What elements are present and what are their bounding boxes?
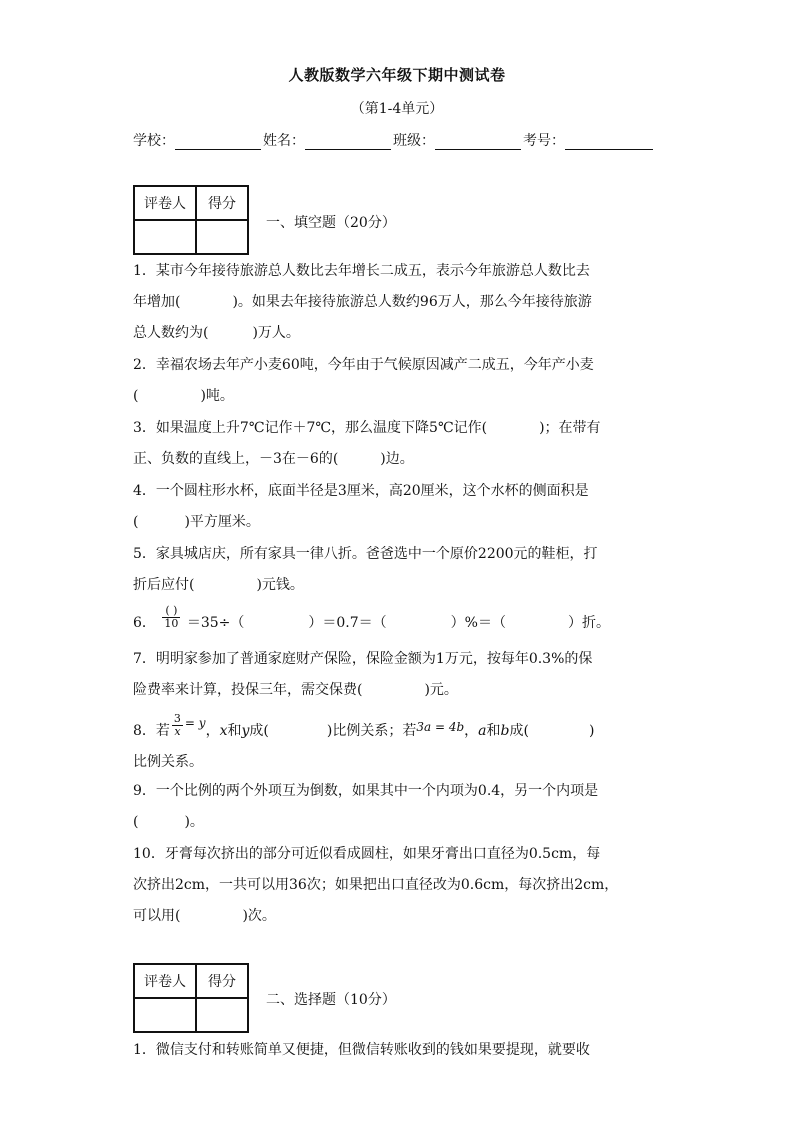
grader-cell[interactable]	[134, 220, 196, 254]
exam-subtitle: （第1-4单元）	[350, 101, 444, 117]
question-8	[133, 711, 668, 778]
fraction-denominator: x	[174, 724, 181, 738]
question-text: 可以用(	[133, 908, 181, 924]
question-text: 1．微信支付和转账简单又便捷，但微信转账收到的钱如果要提现，就要收	[133, 1042, 590, 1058]
school-field[interactable]	[175, 135, 261, 150]
question-text: 险费率来计算，投保三年，需交保费(	[133, 682, 363, 698]
grader-header: 评卷人	[134, 186, 196, 220]
question-text: (	[133, 514, 139, 530]
question-text: 2．幸福农场去年产小麦60吨，今年由于气候原因减产二成五，今年产小麦	[133, 357, 594, 373]
score-header: 得分	[196, 186, 248, 220]
question-text: 折后应付(	[133, 577, 195, 593]
grader-header: 评卷人	[134, 964, 196, 998]
question-6	[133, 603, 668, 639]
question-text: 5．家具城店庆，所有家具一律八折。爸爸选中一个原价2200元的鞋柜，打	[133, 546, 598, 562]
question-7	[133, 644, 668, 706]
class-label: 班级：	[393, 133, 435, 149]
question-text: ）折。	[567, 615, 610, 631]
question-text: ＝35÷（	[186, 615, 245, 631]
question-text: )次。	[242, 908, 276, 924]
question-text: 8．若	[133, 723, 170, 739]
question-2	[133, 350, 668, 412]
question-text: 7．明明家参加了普通家庭财产保险，保险金额为1万元，按每年0.3%的保	[133, 651, 593, 667]
question-text: )平方厘米。	[184, 514, 260, 530]
fraction-denominator: 10	[164, 616, 179, 630]
question-text: )。如果去年接待旅游总人数约96万人，那么今年接待旅游	[232, 294, 592, 310]
question-text: 4．一个圆柱形水杯，底面半径是3厘米，高20厘米，这个水杯的侧面积是	[133, 483, 589, 499]
student-info-row	[133, 128, 663, 150]
name-label: 姓名：	[263, 133, 305, 149]
question-text: 和	[227, 723, 242, 739]
fraction-numerator-blank[interactable]: ( )	[165, 603, 178, 617]
question-text: (	[133, 814, 139, 830]
score-table-2	[133, 963, 249, 1033]
question-text: 次挤出2cm，一共可以用36次；如果把出口直径改为0.6cm，每次挤出2cm，	[133, 877, 619, 893]
question-text: ，	[205, 723, 220, 739]
question-text: )；在带有	[539, 420, 601, 436]
exam-number-label: 考号：	[523, 133, 565, 149]
school-label: 学校：	[133, 133, 175, 149]
variable: x	[219, 723, 228, 739]
question-3	[133, 413, 668, 475]
question-text: )元。	[424, 682, 458, 698]
question-text: )比例关系；若	[326, 723, 417, 739]
question-text: )边。	[380, 451, 414, 467]
exam-number-field[interactable]	[565, 135, 653, 150]
score-cell[interactable]	[196, 998, 248, 1032]
question-text: ）＝0.7＝（	[308, 615, 387, 631]
question-text: 3．如果温度上升7℃记作＋7℃，那么温度下降5℃记作(	[133, 420, 488, 436]
exam-title: 人教版数学六年级下期中测试卷	[288, 66, 506, 84]
fraction	[172, 713, 183, 738]
question-text: )元钱。	[256, 577, 304, 593]
question-text: )。	[184, 814, 204, 830]
class-field[interactable]	[435, 135, 521, 150]
variable: y	[241, 723, 250, 739]
question-text: )万人。	[252, 325, 300, 341]
score-cell[interactable]	[196, 220, 248, 254]
grader-cell[interactable]	[134, 998, 196, 1032]
variable: a	[478, 723, 487, 739]
equation-text: 3a = 4b	[416, 720, 465, 734]
question-10	[133, 839, 668, 932]
question-text: 比例关系。	[133, 754, 203, 770]
question-text: )吨。	[200, 388, 234, 404]
question-text: 和	[486, 723, 501, 739]
question-text: (	[133, 388, 139, 404]
question-9	[133, 776, 668, 838]
question-text: 10．牙膏每次挤出的部分可近似看成圆柱，如果牙膏出口直径为0.5cm，每	[133, 846, 601, 862]
section-2-title: 二、选择题（10分）	[266, 992, 396, 1008]
question-text: 总人数约为(	[133, 325, 209, 341]
question-text: 9．一个比例的两个外项互为倒数，如果其中一个内项为0.4，另一个内项是	[133, 783, 599, 799]
fraction-numerator: 3	[173, 711, 181, 725]
question-text: 成(	[509, 723, 529, 739]
question-number: 6．	[133, 615, 156, 631]
question-text: 年增加(	[133, 294, 181, 310]
question-5	[133, 539, 668, 601]
question-text: 成(	[249, 723, 269, 739]
question-4	[133, 476, 668, 538]
section-2-question-1	[133, 1035, 668, 1066]
section-1-title: 一、填空题（20分）	[266, 215, 396, 231]
question-text: 正、负数的直线上，－3在－6的(	[133, 451, 339, 467]
name-field[interactable]	[305, 135, 391, 150]
variable: b	[500, 723, 510, 739]
question-text: 1．某市今年接待旅游总人数比去年增长二成五，表示今年旅游总人数比去	[133, 263, 590, 279]
score-header: 得分	[196, 964, 248, 998]
question-1	[133, 256, 668, 349]
question-text: ）%＝（	[450, 615, 506, 631]
score-table-1	[133, 185, 249, 255]
question-text: ，	[464, 723, 479, 739]
fraction	[162, 605, 180, 630]
question-text: )	[588, 723, 595, 739]
equation-text: = y	[184, 716, 206, 730]
